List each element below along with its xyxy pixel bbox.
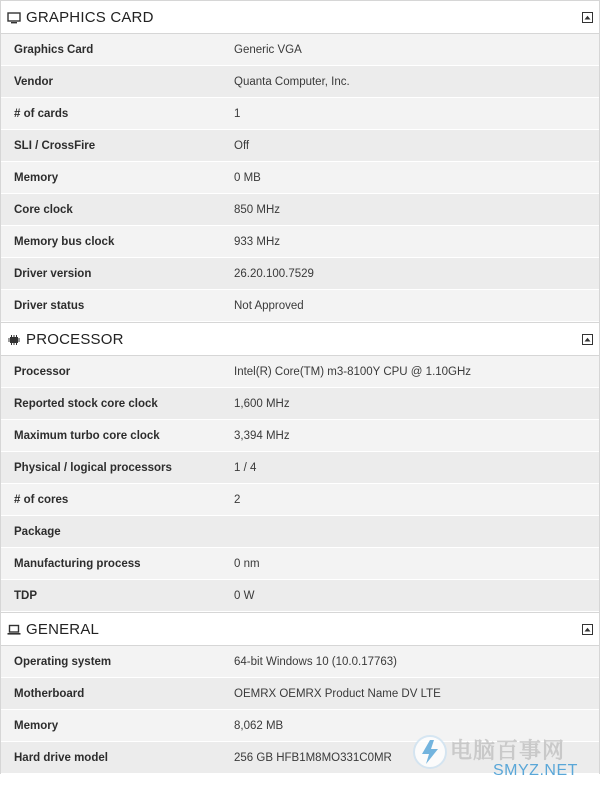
- table-row: [1, 356, 599, 388]
- row-label: Hard drive model: [14, 751, 108, 764]
- collapse-button-general[interactable]: [582, 624, 593, 635]
- row-label: # of cores: [14, 493, 69, 506]
- row-label: Driver version: [14, 267, 92, 280]
- table-row: [1, 452, 599, 484]
- row-label: # of cards: [14, 107, 69, 120]
- caret-up-icon: [584, 337, 591, 342]
- table-row: [1, 290, 599, 322]
- row-label: SLI / CrossFire: [14, 139, 96, 152]
- cpu-chip-icon: [7, 334, 21, 346]
- table-row: [1, 66, 599, 98]
- row-value: 1: [234, 107, 241, 120]
- table-row: [1, 194, 599, 226]
- row-value: 0 nm: [234, 557, 260, 570]
- section-processor: [0, 322, 600, 612]
- row-value: 0 MB: [234, 171, 261, 184]
- table-row: [1, 580, 599, 612]
- table-row: [1, 646, 599, 678]
- collapse-button-processor[interactable]: [582, 334, 593, 345]
- watermark-cn-text: 电脑百事网: [450, 738, 566, 763]
- row-value: Off: [234, 139, 250, 152]
- section-graphics-card: [0, 0, 600, 322]
- row-value: Quanta Computer, Inc.: [234, 75, 350, 88]
- table-row: [1, 420, 599, 452]
- row-value: 64-bit Windows 10 (10.0.17763): [234, 655, 398, 668]
- row-value: 256 GB HFB1M8MO331C0MR: [234, 751, 392, 764]
- section-title: PROCESSOR: [26, 331, 124, 348]
- row-value: Not Approved: [234, 299, 304, 312]
- caret-up-icon: [584, 15, 591, 20]
- table-row: [1, 130, 599, 162]
- row-value: 933 MHz: [234, 235, 281, 248]
- row-label: Physical / logical processors: [14, 461, 172, 474]
- row-label: Processor: [14, 365, 71, 378]
- row-value: 850 MHz: [234, 203, 281, 216]
- row-value: Generic VGA: [234, 43, 302, 56]
- row-label: Memory: [14, 719, 59, 732]
- rows-processor: [1, 356, 599, 612]
- rows-graphics-card: [1, 34, 599, 322]
- row-value: 8,062 MB: [234, 719, 284, 732]
- row-label: Core clock: [14, 203, 73, 216]
- section-title: GENERAL: [26, 621, 100, 638]
- table-row: [1, 548, 599, 580]
- section-header-graphics-card: [1, 0, 599, 34]
- row-value: 26.20.100.7529: [234, 267, 314, 280]
- row-value: 2: [234, 493, 241, 506]
- table-row: [1, 516, 599, 548]
- watermark-logo-icon: [410, 732, 450, 772]
- row-label: Memory: [14, 171, 59, 184]
- row-value: 0 W: [234, 589, 255, 602]
- table-row: [1, 678, 599, 710]
- table-row: [1, 34, 599, 66]
- section-header-processor: [1, 322, 599, 356]
- monitor-icon: [7, 12, 21, 24]
- row-label: TDP: [14, 589, 37, 602]
- table-row: [1, 258, 599, 290]
- row-label: Vendor: [14, 75, 53, 88]
- row-value: 1,600 MHz: [234, 397, 290, 410]
- row-value: 3,394 MHz: [234, 429, 290, 442]
- row-value: OEMRX OEMRX Product Name DV LTE: [234, 687, 441, 700]
- table-row: [1, 388, 599, 420]
- section-header-general: [1, 612, 599, 646]
- section-title: GRAPHICS CARD: [26, 9, 154, 26]
- row-label: Graphics Card: [14, 43, 94, 56]
- collapse-button-graphics-card[interactable]: [582, 12, 593, 23]
- row-label: Package: [14, 525, 61, 538]
- table-row: [1, 484, 599, 516]
- table-row: [1, 226, 599, 258]
- watermark: [410, 732, 590, 786]
- row-value: Intel(R) Core(TM) m3-8100Y CPU @ 1.10GHz: [234, 365, 472, 378]
- watermark-en-text: SMYZ.NET: [493, 762, 578, 779]
- row-label: Motherboard: [14, 687, 85, 700]
- row-label: Memory bus clock: [14, 235, 115, 248]
- row-label: Operating system: [14, 655, 112, 668]
- table-row: [1, 98, 599, 130]
- table-row: [1, 162, 599, 194]
- row-label: Driver status: [14, 299, 85, 312]
- row-label: Maximum turbo core clock: [14, 429, 160, 442]
- row-label: Manufacturing process: [14, 557, 141, 570]
- laptop-icon: [7, 624, 21, 636]
- caret-up-icon: [584, 627, 591, 632]
- row-value: 1 / 4: [234, 461, 257, 474]
- row-label: Reported stock core clock: [14, 397, 158, 410]
